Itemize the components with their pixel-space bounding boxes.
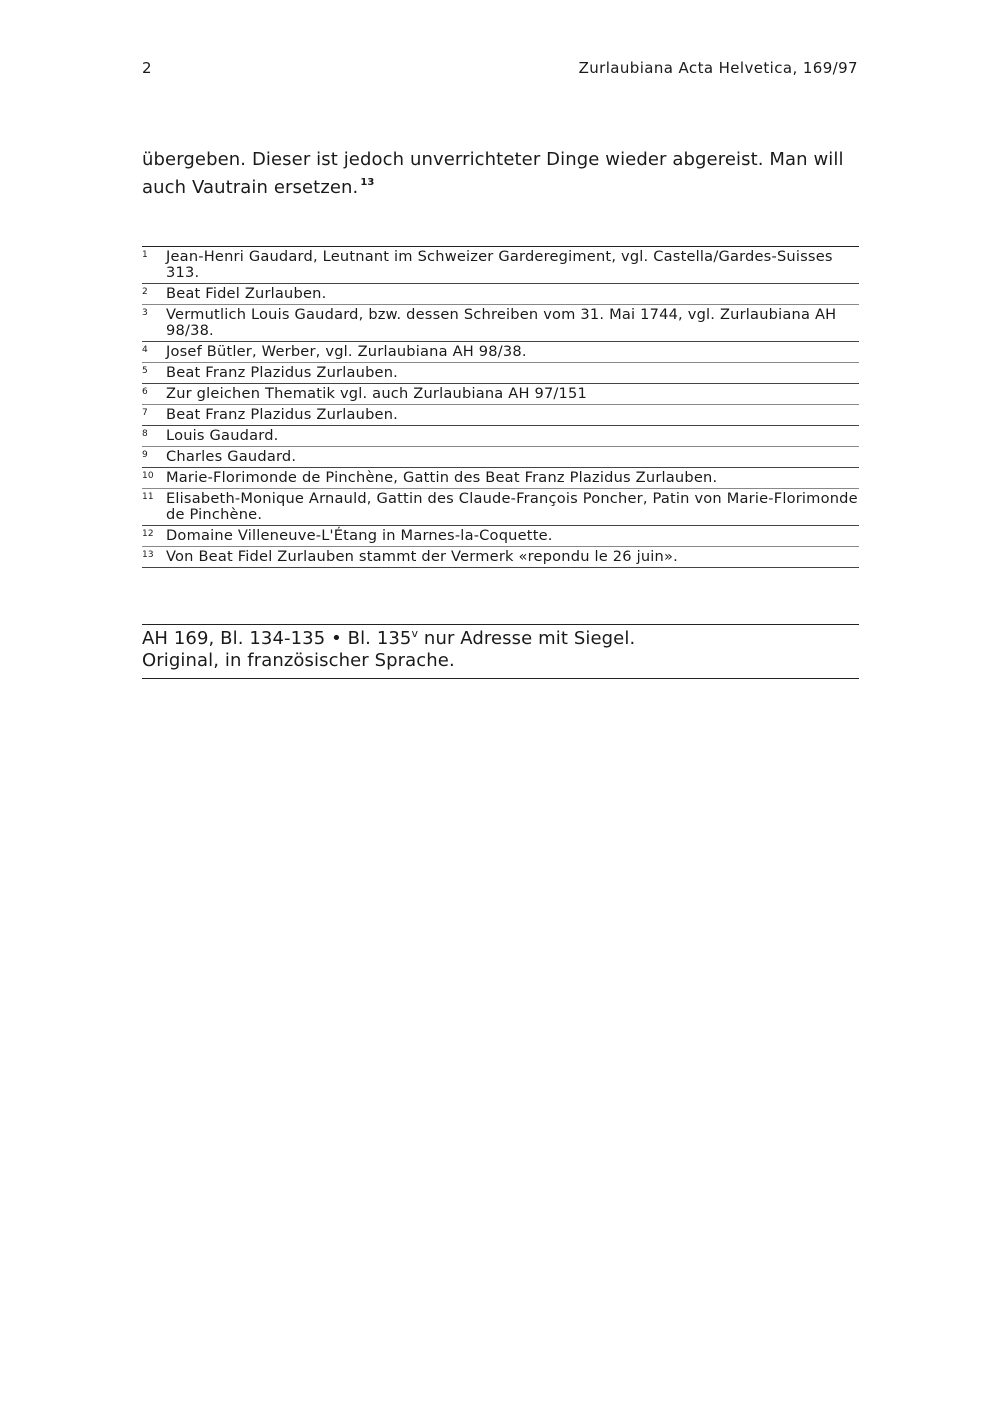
body-line xyxy=(142,174,858,202)
footnote-number: 13 xyxy=(142,550,154,560)
footnote xyxy=(142,489,859,526)
footnote-text: Jean-Henri Gaudard, Leutnant im Schweizer Garderegiment, vgl. Castella/Gardes-Suisses 313. xyxy=(166,248,833,281)
footnote-number: 4 xyxy=(142,345,148,355)
footnote-text: Beat Franz Plazidus Zurlauben. xyxy=(166,406,399,423)
footnote-number: 5 xyxy=(142,366,148,376)
body-text xyxy=(142,146,858,202)
footnote xyxy=(142,247,859,284)
footnote-list xyxy=(142,246,859,568)
footnote-number: 10 xyxy=(142,471,154,481)
footnote-number: 6 xyxy=(142,387,148,397)
source-line xyxy=(142,628,859,650)
verso-mark: v xyxy=(411,627,419,640)
footnote-text: Marie-Florimonde de Pinchène, Gattin des Beat Franz Plazidus Zurlauben. xyxy=(166,469,718,486)
source-note xyxy=(142,624,859,679)
footnote-number: 2 xyxy=(142,287,148,297)
body-line-text: auch Vautrain ersetzen. xyxy=(142,177,359,198)
footnote-text: Vermutlich Louis Gaudard, bzw. dessen Schreiben vom 31. Mai 1744, vgl. Zurlaubiana AH 98/38. xyxy=(166,306,837,339)
footnote-number: 8 xyxy=(142,429,148,439)
footnote xyxy=(142,526,859,547)
footnote-text: Charles Gaudard. xyxy=(166,448,297,465)
body-line: übergeben. Dieser ist jedoch unverrichteter Dinge wieder abgereist. Man will xyxy=(142,149,844,170)
page-number: 2 xyxy=(142,59,152,77)
footnote-number: 11 xyxy=(142,492,154,502)
footnote-reference[interactable]: 13 xyxy=(360,177,375,188)
footnote-text: Zur gleichen Thematik vgl. auch Zurlaubiana AH 97/151 xyxy=(166,385,588,402)
footnote-text: Elisabeth-Monique Arnauld, Gattin des Claude-François Poncher, Patin von Marie-Florimonde de Pinchène. xyxy=(166,490,858,523)
footnote xyxy=(142,342,859,363)
footnote xyxy=(142,547,859,568)
running-title: Zurlaubiana Acta Helvetica, 169/97 xyxy=(578,59,858,77)
source-text: AH 169, Bl. 134-135 • Bl. 135 xyxy=(142,628,412,649)
footnote xyxy=(142,468,859,489)
source-line: Original, in französischer Sprache. xyxy=(142,650,455,671)
footnote xyxy=(142,384,859,405)
footnote-number: 1 xyxy=(142,250,148,260)
footnote-number: 9 xyxy=(142,450,148,460)
footnote-text: Josef Bütler, Werber, vgl. Zurlaubiana AH 98/38. xyxy=(166,343,527,360)
footnote xyxy=(142,363,859,384)
footnote xyxy=(142,405,859,426)
footnote xyxy=(142,426,859,447)
footnote xyxy=(142,447,859,468)
footnote-number: 12 xyxy=(142,529,154,539)
footnote xyxy=(142,305,859,342)
footnote-text: Domaine Villeneuve-L'Étang in Marnes-la-Coquette. xyxy=(166,527,553,544)
footnote-number: 3 xyxy=(142,308,148,318)
footnote xyxy=(142,284,859,305)
footnote-text: Beat Fidel Zurlauben. xyxy=(166,285,327,302)
footnote-text: Von Beat Fidel Zurlauben stammt der Vermerk «repondu le 26 juin». xyxy=(166,548,678,565)
source-text: nur Adresse mit Siegel. xyxy=(418,628,636,649)
footnote-text: Beat Franz Plazidus Zurlauben. xyxy=(166,364,399,381)
footnote-text: Louis Gaudard. xyxy=(166,427,279,444)
footnote-number: 7 xyxy=(142,408,148,418)
